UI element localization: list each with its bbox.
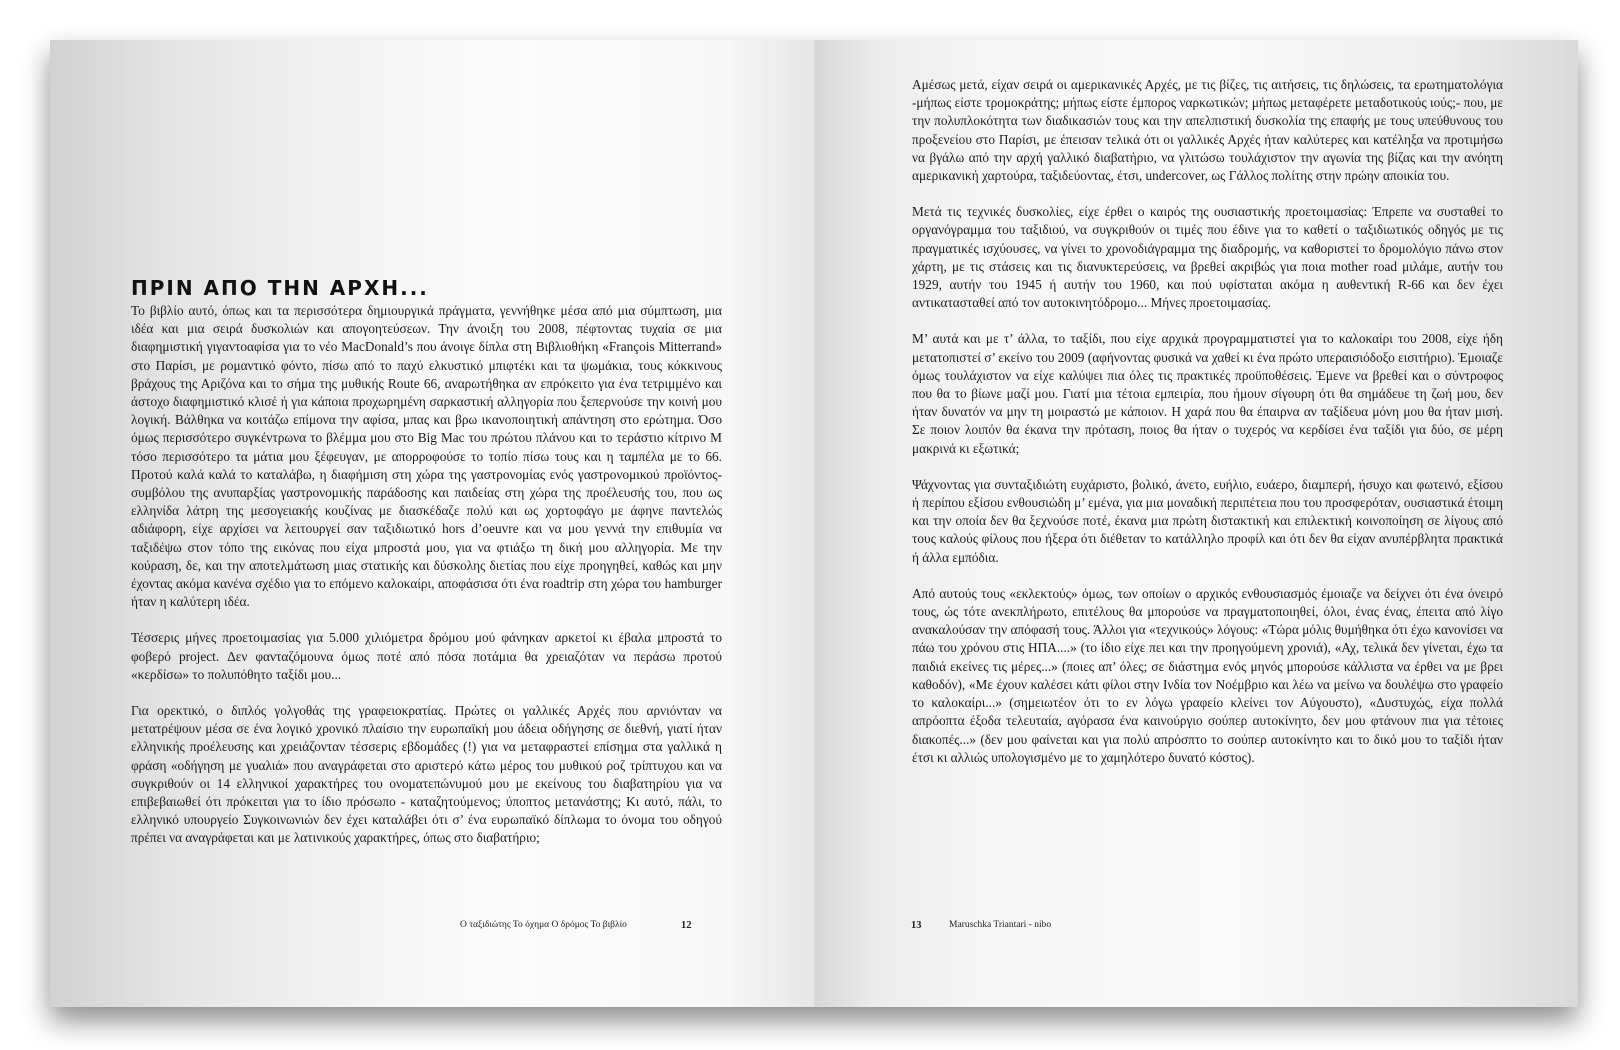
paragraph: Τέσσερις μήνες προετοιμασίας για 5.000 χιλιόμετρα δρόμου μού φάνηκαν αρκετοί κι έβαλα μπροστά το φοβερό project. Δεν φανταζόμουνα όμως ποτέ από πόσα ποτάμια θα χρειαζόταν να περάσω προτού «κερδίσω» το πολυπόθητο ταξίδι μου...: [131, 630, 722, 682]
left-page: [50, 40, 814, 1007]
page-number-left: 12: [681, 920, 692, 931]
right-page: [814, 40, 1578, 1007]
page-number-right: 13: [911, 920, 922, 931]
chapter-heading: ΠΡΙΝ ΑΠΟ ΤΗΝ ΑΡΧΗ...: [131, 276, 429, 300]
paragraph: Αμέσως μετά, είχαν σειρά οι αμερικανικές Αρχές, με τις βίζες, τις αιτήσεις, τις δηλώσεις, τα ερωτηματολόγια -μήπως είστε τρομοκράτης; μήπως είστε έμπορος ναρκωτικών; μήπως μεταφέρετε μεταδοτικούς ιούς;- που, με την πολυπλοκότητα των διαδικασιών τους και την απελπιστική δυσκολία της επαφής με τους υπεύθυνους του προξενείου στο Παρίσι, με έπεισαν τελικά ότι οι γαλλικές Αρχές ήταν καλύτερες και κατέληξα να προτιμήσω να βγάλω από την αρχή γαλλικό διαβατήριο, να γλιτώσω τουλάχιστον την αγωνία της βίζας και την ανόητη αμερικανική χαρτούρα, ταξιδεύοντας, έτσι, undercover, ως Γάλλος πολίτης στην πρώην αποικία του.: [912, 77, 1503, 184]
paragraph: Για ορεκτικό, ο διπλός γολγοθάς της γραφειοκρατίας. Πρώτες οι γαλλικές Αρχές που αρνιόνταν να μετατρέψουν μέσα σε ένα λογικό χρονικό πλαίσιο την ευρωπαϊκή μου άδεια οδήγησης σε διεθνή, γιατί ήταν ελληνικής προέλευσης και χρειάζονταν τέσσερις εβδομάδες (!) για να μεταφραστεί επίσημα στα γαλλικά η φράση «οδήγηση με γυαλιά» που αναγράφεται στο αριστερό κάτω μέρος του μυθικού ροζ τρίπτυχου και να συγκριθούν οι 14 ελληνικοί χαρακτήρες του ονοματεπώνυμού μου με εκείνους του διαβατηρίου για να επιβεβαιωθεί ότι πρόκειται για το ίδιο πρόσωπο - καταζητούμενος; ύποπτος μετανάστης; Κι αυτό, πάλι, το ελληνικό υπουργείο Συγκοινωνιών δεν έχει καταλάβει ότι σ’ ένα ευρωπαϊκό δίπλωμα το όνομα του οδηγού πρέπει να αναγράφεται και με λατινικούς χαρακτήρες, όπως στο διαβατήριο;: [131, 703, 722, 846]
paragraph: Μ’ αυτά και με τ’ άλλα, το ταξίδι, που είχε αρχικά προγραμματιστεί για το καλοκαίρι του 2008, είχε ήδη μετατοπιστεί σ’ εκείνο του 2009 (αφήνοντας φυσικά να χαθεί κι ένα πρώτο υπεραισιόδοξο εισιτήριο). Έμοιαζε όμως τουλάχιστον να είχε καλύψει πια όλες τις πρακτικές προϋποθέσεις. Έμενε να βρεθεί και ο σύντροφος που θα το βίωνε μαζί μου. Γιατί μια τέτοια εμπειρία, που ήμουν σίγουρη ότι θα σημάδευε τη ζωή μου, δεν ήταν δυνατόν να μην τη μοιραστώ με κάποιον. Η χαρά που θα έπαιρνα αν ταξίδευα μόνη μου θα ήταν μισή. Σε ποιον λοιπόν θα έκανα την πρόταση, ποιος θα ήταν ο τυχερός να κερδίσει ένα ταξίδι για δύο, σε μέρη μακρινά κι εξωτικά;: [912, 331, 1503, 456]
paragraph: Ψάχνοντας για συνταξιδιώτη ευχάριστο, βολικό, άνετο, ευήλιο, ευάερο, διαμπερή, ήσυχο και φωτεινό, εξίσου ή περίπου εξίσου ενθουσιώδη μ’ εμένα, για μια μοναδική περιπέτεια που του προσφερόταν, ουσιαστικά έτοιμη και την οποία δεν θα ξεχνούσε ποτέ, έκανα μια πρώτη διστακτική και επιλεκτική κοινοποίηση σε λίγους από τους καλούς φίλους που ήξερα ότι διέθεταν το κατάλληλο προφίλ και ότι δεν θα είχαν ανυπέρβλητα πρακτικά ή άλλα εμπόδια.: [912, 476, 1503, 565]
running-footer-left: Ο ταξιδιώτης Το όχημα Ο δρόμος Το βιβλίο: [460, 920, 627, 930]
paragraph: Το βιβλίο αυτό, όπως και τα περισσότερα δημιουργικά πράγματα, γεννήθηκε μέσα από μια σύμπτωση, μια ιδέα και μια σειρά δυσκολιών και απογοητεύσεων. Την άνοιξη του 2008, πέφτοντας τυχαία σε μια διαφημιστική γιγαντοαφίσα για το νέο MacDonald’s που άνοιγε δίπλα στη Βιβλιοθήκη «François Mitterrand» στο Παρίσι, με ρομαντικό φόντο, πίσω από το παχύ ελκυστικό μπιφτέκι και τα ψωμάκια, τους κόκκινους βράχους της Αριζόνα και το σήμα της μυθικής Route 66, αναρωτήθηκα αν επρόκειτο για ένα τετριμμένο και άστοχο διαφημιστικό κλισέ ή για κάποια προχωρημένη σαρκαστική αλληγορία που ξεπερνούσε την κοινή μου λογική. Βάλθηκα να κοιτάζω επίμονα την αφίσα, μπας και βρω ικανοποιητική απάντηση στο ερώτημα. Όσο όμως περισσότερο συγκέντρωνα το βλέμμα μου στο Big Mac του πρώτου πλάνου και το τεράστιο κίτρινο Μ τόσο περισσότερο τα μάτια μου ξέφευγαν, με απορροφούσε το τοπίο πίσω τους και η ταμπέλα με το 66. Προτού καλά καλά το καταλάβω, η διαφήμιση στη χώρα της γαστρονομίας ενός γαστρονομικού προϊόντος-συμβόλου της ανυπαρξίας γαστρονομικής παράδοσης και παιδείας στη χώρα της προέλευσής του, που ως ελληνίδα λάτρη της μεσογειακής κουζίνας με διασκέδαζε πολύ και ως χορτοφάγο με άφηνε παντελώς αδιάφορη, είχε αρχίσει να λειτουργεί σαν ταξιδιωτικό hors d’oeuvre και να μου γεννά την επιθυμία να ταξιδέψω στον τόπο της εικόνας που είχα μπροστά μου, για να φτιάξω τη δική μου αλληγορία. Με την κούραση, δε, και την αποτελμάτωση μιας στατικής και δύσκολης διετίας που είχε προηγηθεί, καθώς και μην έχοντας ακόμα κανένα σχέδιο για το επόμενο καλοκαίρι, αποφάσισα ότι ένα roadtrip στη χώρα του hamburger ήταν η καλύτερη ιδέα.: [131, 303, 722, 610]
paragraph: Από αυτούς τους «εκλεκτούς» όμως, των οποίων ο αρχικός ενθουσιασμός έμοιαζε να δείχνει ότι ένα όνειρό τους, ώς τότε ανεκπλήρωτο, επιτέλους θα μπορούσε να πραγματοποιηθεί, όλοι, ένας ένας, έπειτα από λίγο ανακαλούσαν την απόφασή τους. Άλλοι για «τεχνικούς» λόγους: «Τώρα μόλις θυμήθηκα ότι έχω κανονίσει να πάω του χρόνου στις ΗΠΑ....» (το ίδιο είχε πει και την προηγούμενη χρονιά), «Αχ, τελικά δεν γίνεται, έχω τα παιδιά εκείνες τις μέρες...» (ποιες απ’ όλες; σε διάστημα ενός μηνός μπορούσε κάλλιστα να έρθει να με βρει καθοδόν), «Με έχουν καλέσει κάτι φίλοι στην Ινδία τον Νοέμβριο και λέω να μείνω να δουλέψω στο γραφείο το καλοκαίρι...» (σημειωτέον ότι το εν λόγω γραφείο κλείνει τον Αύγουστο), «Δυστυχώς, είχα πολλά απρόοπτα έξοδα τελευταία, αγόρασα ένα καινούργιο σούπερ αυτοκίνητο, δεν μου φτάνουν πια για τέτοιες διακοπές...» (δεν μου φαίνεται και για πολύ απρόσπτο το σούπερ αυτοκίνητο και το δικό μου το ταξίδι ήταν έτσι κι αλλιώς υπολογισμένο με το χαμηλότερο δυνατό κόστος).: [912, 585, 1503, 765]
right-page-body: [912, 76, 1503, 785]
paragraph: Μετά τις τεχνικές δυσκολίες, είχε έρθει ο καιρός της ουσιαστικής προετοιμασίας: Έπρεπε να συσταθεί το οργανόγραμμα του ταξιδιού, να συγκριθούν οι τιμές που έδινε για το καθετί ο ταξιδιωτικός οδηγός με τις πραγματικές ισχύουσες, να γίνει το χρονοδιάγραμμα της διαδρομής, να καθοριστεί το δρομολόγιο πάνω στον χάρτη, με τις στάσεις και τις διανυκτερεύσεις, να βρεθεί ακριβώς για ποια mother road μιλάμε, αυτήν του 1929, αυτήν του 1945 ή αυτήν του 1960, και πού υφίσταται ακόμα η αυθεντική R-66 και δεν έχει αντικατασταθεί από τον αυτοκινητόδρομο... Μήνες προετοιμασίας.: [912, 204, 1503, 311]
left-page-body: [131, 276, 722, 866]
running-footer-right: Maruschka Triantari - nibo: [949, 920, 1052, 930]
book-spread: [50, 40, 1578, 1007]
